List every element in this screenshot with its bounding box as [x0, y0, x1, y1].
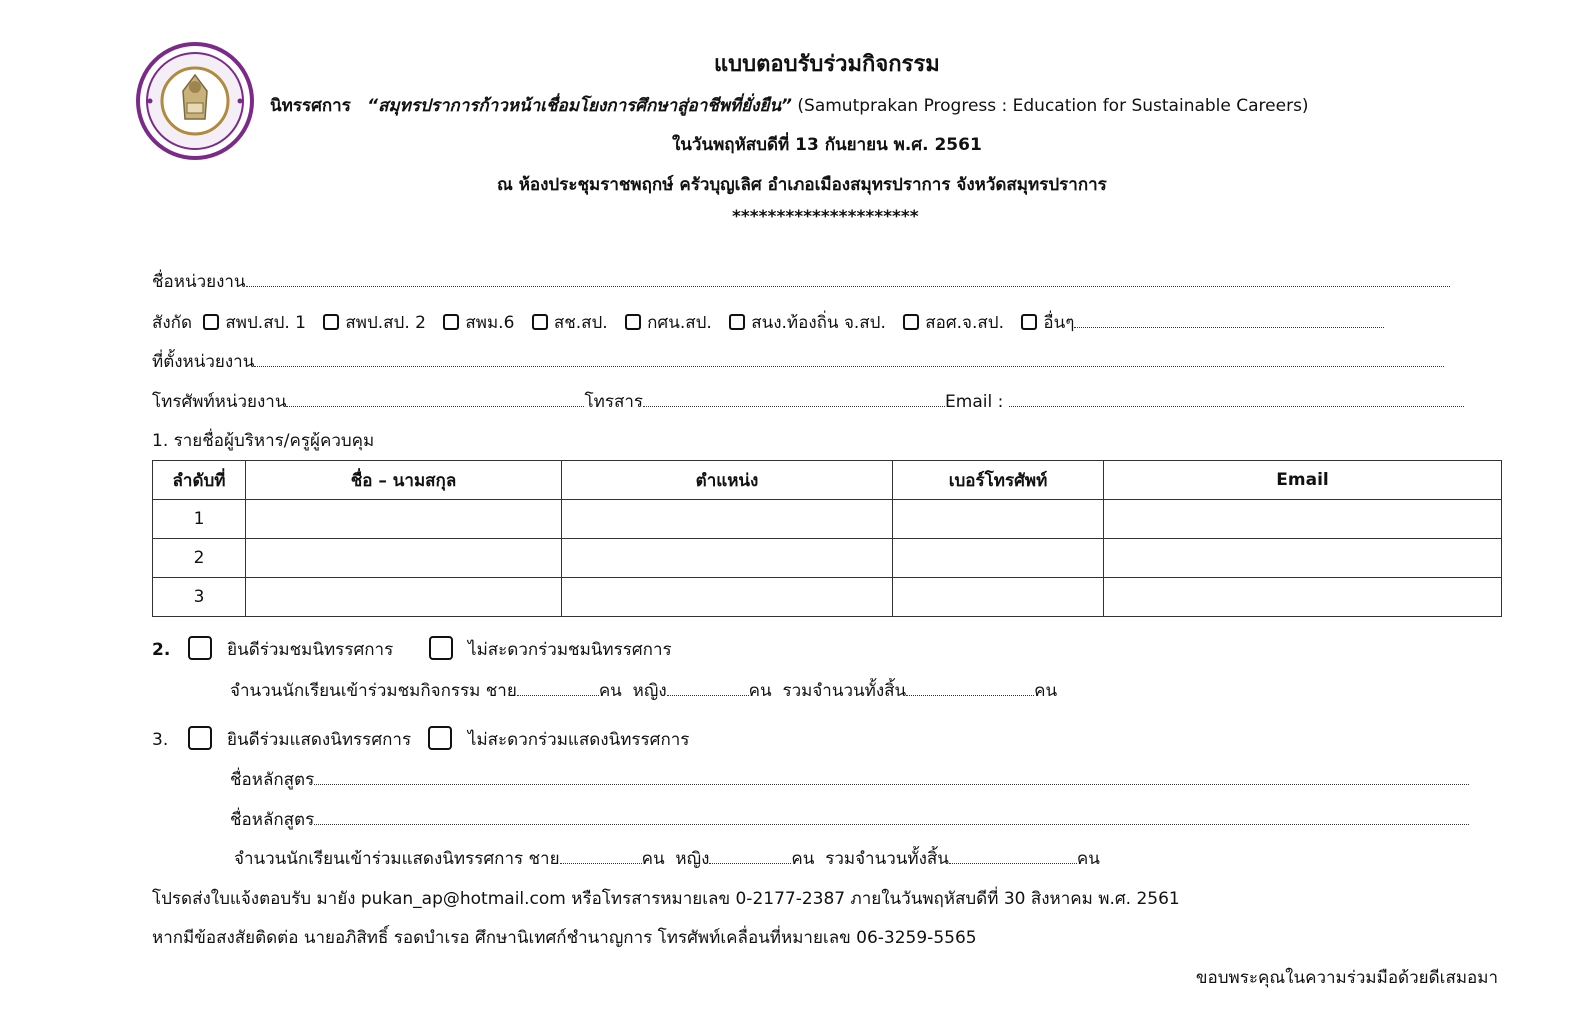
checkbox-view-yes[interactable]	[188, 636, 212, 660]
send-instructions: โปรดส่งใบแจ้งตอบรับ มายัง pukan_ap@hotmail.com หรือโทรสารหมายเลข 0-2177-2387 ภายในวันพฤหัสบดีที่ 30 สิงหาคม พ.ศ. 2561	[152, 889, 1180, 909]
unit: คน	[1034, 681, 1058, 701]
cell-position[interactable]	[562, 500, 893, 539]
cell-email[interactable]	[1104, 500, 1502, 539]
event-venue: ณ ห้องประชุมราชพฤกษ์ ครัวบุญเลิศ อำเภอเมืองสมุทรปราการ จังหวัดสมุทรปราการ	[497, 175, 1107, 195]
unit: คน	[641, 849, 665, 869]
event-date: ในวันพฤหัสบดีที่ 13 กันยายน พ.ศ. 2561	[672, 135, 982, 155]
exhibit-male-field[interactable]	[560, 862, 642, 864]
exhibit-total-field[interactable]	[949, 862, 1077, 864]
option-other: อื่นๆ	[1043, 313, 1075, 333]
option-sch: สช.สป.	[553, 313, 608, 333]
org-name-label: ชื่อหน่วยงาน	[152, 272, 246, 292]
checkbox-sch[interactable]	[532, 314, 548, 330]
option-ksn: กศน.สป.	[647, 313, 712, 333]
option-spp1: สพป.สป. 1	[225, 313, 306, 333]
section2-options	[152, 636, 672, 663]
view-total-field[interactable]	[906, 694, 1034, 696]
table-row	[153, 539, 1502, 578]
option-local: สนง.ท้องถิ่น จ.สป.	[751, 313, 886, 333]
section3-count-row	[234, 845, 1100, 872]
section3-options	[152, 726, 689, 753]
fax-label: โทรสาร	[584, 392, 644, 412]
address-field[interactable]	[254, 365, 1444, 367]
col-position: ตำแหน่ง	[562, 461, 893, 500]
checkbox-ksn[interactable]	[625, 314, 641, 330]
option-spm6: สพม.6	[465, 313, 515, 333]
cell-email[interactable]	[1104, 578, 1502, 617]
email-field[interactable]	[1009, 405, 1464, 407]
row-number: 1	[153, 500, 246, 539]
checkbox-spp1[interactable]	[203, 314, 219, 330]
form-title: แบบตอบรับร่วมกิจกรรม	[714, 52, 940, 77]
org-name-row	[152, 268, 1450, 295]
female-label: หญิง	[632, 681, 667, 701]
checkbox-spm6[interactable]	[443, 314, 459, 330]
header-separator-stars: *********************	[732, 207, 919, 227]
exhibit-no-label: ไม่สะดวกร่วมแสดงนิทรรศการ	[467, 730, 690, 750]
course-row-2	[230, 806, 1469, 833]
total-label: รวมจำนวนทั้งสิ้น	[825, 849, 949, 869]
course-field-2[interactable]	[314, 823, 1469, 825]
unit: คน	[1076, 849, 1100, 869]
option-vocational: สอศ.จ.สป.	[925, 313, 1004, 333]
cell-phone[interactable]	[893, 539, 1104, 578]
view-count-label: จำนวนนักเรียนเข้าร่วมชมกิจกรรม ชาย	[230, 681, 517, 701]
cell-name[interactable]	[246, 500, 562, 539]
col-name: ชื่อ – นามสกุล	[246, 461, 562, 500]
table-row	[153, 500, 1502, 539]
row-number: 3	[153, 578, 246, 617]
cell-name[interactable]	[246, 539, 562, 578]
option-spp2: สพป.สป. 2	[345, 313, 426, 333]
section2-number: 2.	[152, 640, 171, 660]
cell-email[interactable]	[1104, 539, 1502, 578]
exhibition-line	[270, 92, 1309, 119]
checkbox-other[interactable]	[1021, 314, 1037, 330]
agency-seal-logo	[133, 41, 257, 161]
exhibit-count-label: จำนวนนักเรียนเข้าร่วมแสดงนิทรรศการ ชาย	[234, 849, 560, 869]
unit: คน	[748, 681, 772, 701]
address-row	[152, 348, 1444, 375]
course-label: ชื่อหลักสูตร	[230, 810, 315, 830]
email-label: Email :	[945, 392, 1004, 412]
org-name-field[interactable]	[246, 285, 1450, 287]
cell-name[interactable]	[246, 578, 562, 617]
affiliation-label: สังกัด	[152, 313, 193, 333]
female-label: หญิง	[675, 849, 710, 869]
total-label: รวมจำนวนทั้งสิ้น	[782, 681, 907, 701]
checkbox-vocational[interactable]	[903, 314, 919, 330]
view-male-field[interactable]	[517, 694, 599, 696]
course-label: ชื่อหลักสูตร	[230, 770, 315, 790]
exhibition-prefix: นิทรรศการ	[270, 96, 351, 116]
exhibit-yes-label: ยินดีร่วมแสดงนิทรรศการ	[227, 730, 412, 750]
view-female-field[interactable]	[667, 694, 749, 696]
fax-field[interactable]	[643, 405, 945, 407]
address-label: ที่ตั้งหน่วยงาน	[152, 352, 255, 372]
section2-count-row	[230, 677, 1057, 704]
exhibition-name-th: “สมุทรปราการก้าวหน้าเชื่อมโยงการศึกษาสู่อาชีพที่ยั่งยืน”	[367, 96, 792, 116]
affiliation-row	[152, 309, 1384, 336]
table-row	[153, 578, 1502, 617]
row-number: 2	[153, 539, 246, 578]
col-email: Email	[1104, 461, 1502, 500]
contact-row	[152, 388, 1464, 415]
checkbox-exhibit-yes[interactable]	[188, 726, 212, 750]
col-phone: เบอร์โทรศัพท์	[893, 461, 1104, 500]
phone-field[interactable]	[286, 405, 584, 407]
exhibit-female-field[interactable]	[709, 862, 791, 864]
cell-position[interactable]	[562, 578, 893, 617]
unit: คน	[598, 681, 622, 701]
checkbox-spp2[interactable]	[323, 314, 339, 330]
thank-you-note: ขอบพระคุณในความร่วมมือด้วยดีเสมอมา	[1195, 968, 1498, 988]
section1-heading: 1. รายชื่อผู้บริหาร/ครูผู้ควบคุม	[152, 431, 375, 451]
section3-number: 3.	[152, 730, 169, 750]
course-field-1[interactable]	[314, 783, 1469, 785]
checkbox-exhibit-no[interactable]	[428, 726, 452, 750]
col-order: ลำดับที่	[153, 461, 246, 500]
contact-info: หากมีข้อสงสัยติดต่อ นายอภิสิทธิ์ รอดบำเรอ ศึกษานิเทศก์ชำนาญการ โทรศัพท์เคลื่อนที่หมายเลข 06-3259-5565	[152, 928, 977, 948]
unit: คน	[791, 849, 815, 869]
checkbox-local[interactable]	[729, 314, 745, 330]
supervisor-table	[152, 460, 1502, 617]
cell-phone[interactable]	[893, 578, 1104, 617]
view-no-label: ไม่สะดวกร่วมชมนิทรรศการ	[468, 640, 672, 660]
exhibition-name-en: (Samutprakan Progress : Education for Sustainable Careers)	[797, 96, 1309, 116]
cell-phone[interactable]	[893, 500, 1104, 539]
view-yes-label: ยินดีร่วมชมนิทรรศการ	[227, 640, 394, 660]
phone-label: โทรศัพท์หน่วยงาน	[152, 392, 287, 412]
cell-position[interactable]	[562, 539, 893, 578]
checkbox-view-no[interactable]	[429, 636, 453, 660]
other-affiliation-field[interactable]	[1074, 326, 1384, 328]
course-row-1	[230, 766, 1469, 793]
